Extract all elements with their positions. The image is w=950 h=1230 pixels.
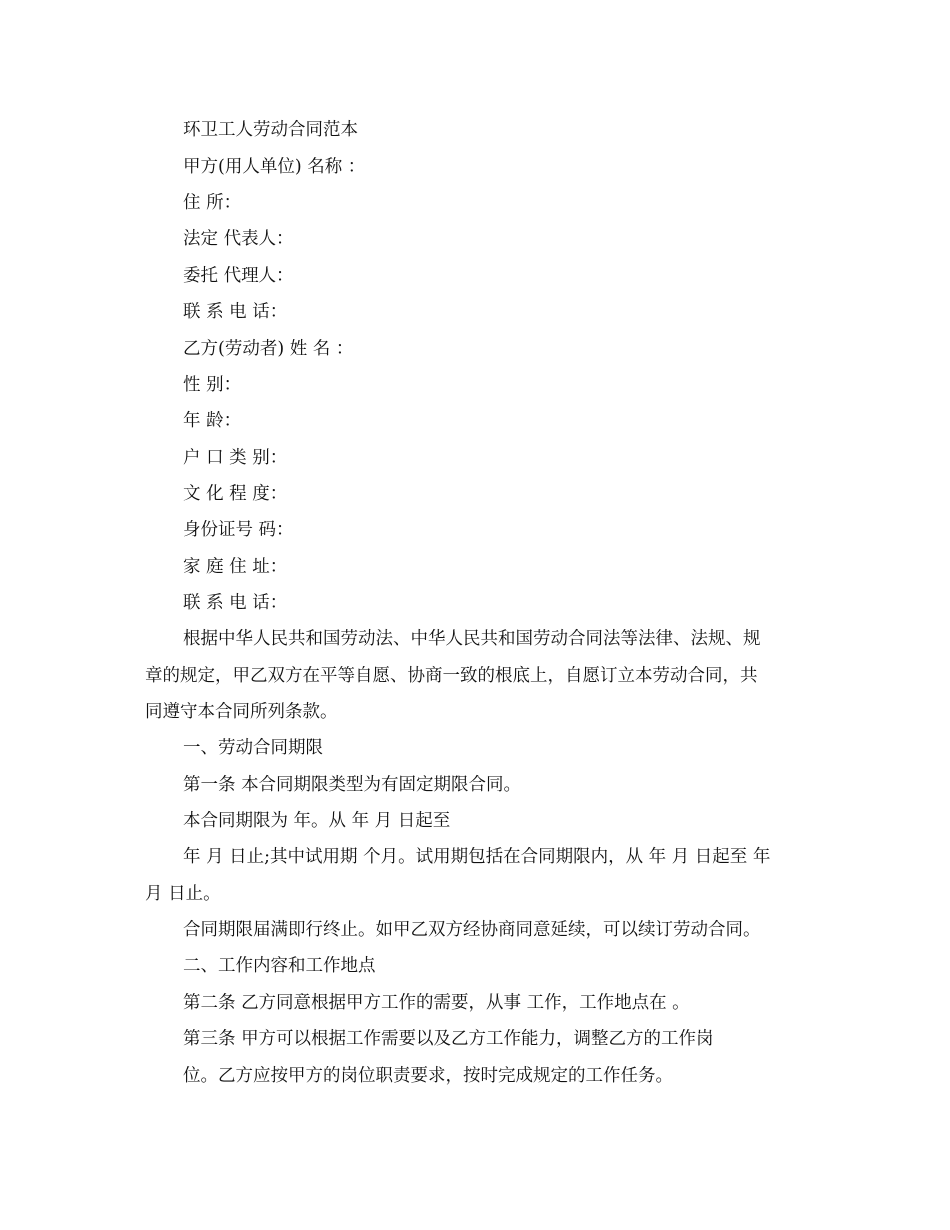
party-b-gender-label: 性 别： <box>183 375 242 395</box>
party-a-legal-rep-label: 法定 代表人： <box>183 229 294 249</box>
expiry-line: 合同期限届满即行终止。如甲乙双方经协商同意延续，可以续订劳动合同。 <box>183 920 761 940</box>
article1: 第一条 本合同期限类型为有固定期限合同。 <box>183 775 522 795</box>
party-b-home-address-label: 家 庭 住 址： <box>183 557 288 577</box>
party-b-age-label: 年 龄： <box>183 411 242 431</box>
term-end-line-1: 年 月 日止;其中试用期 个月。试用期包括在合同期限内，从 年 月 日起至 年 <box>183 847 771 867</box>
article2: 第二条 乙方同意根据甲方工作的需要，从事 工作，工作地点在 。 <box>183 993 690 1013</box>
document-title: 环卫工人劳动合同范本 <box>183 120 358 140</box>
term-end-line-2: 月 日止。 <box>145 884 221 904</box>
party-a-agent-label: 委托 代理人： <box>183 266 294 286</box>
article3-line-1: 第三条 甲方可以根据工作需要以及乙方工作能力，调整乙方的工作岗 <box>183 1029 714 1049</box>
preamble-line-1: 根据中华人民共和国劳动法、中华人民共和国劳动合同法等法律、法规、规 <box>183 629 761 649</box>
preamble-line-2: 章的规定，甲乙双方在平等自愿、协商一致的根底上，自愿订立本劳动合同，共 <box>145 666 758 686</box>
party-b-id-label: 身份证号 码： <box>183 520 294 540</box>
article3-line-2: 位。乙方应按甲方的岗位职责要求，按时完成规定的工作任务。 <box>183 1066 673 1086</box>
party-b-name-label: 乙方(劳动者) 姓 名 ： <box>183 339 354 359</box>
party-b-phone-label: 联 系 电 话： <box>183 593 288 613</box>
party-b-hukou-label: 户 口 类 别： <box>183 448 288 468</box>
term-line: 本合同期限为 年。从 年 月 日起至 <box>183 811 451 831</box>
preamble-line-3: 同遵守本合同所列条款。 <box>145 702 338 722</box>
party-a-name-label: 甲方(用人单位) 名称 ： <box>183 157 366 177</box>
party-a-phone-label: 联 系 电 话： <box>183 302 288 322</box>
party-b-education-label: 文 化 程 度： <box>183 484 288 504</box>
section1-heading: 一、劳动合同期限 <box>183 738 323 758</box>
section2-heading: 二、工作内容和工作地点 <box>183 956 376 976</box>
party-a-address-label: 住 所： <box>183 193 242 213</box>
